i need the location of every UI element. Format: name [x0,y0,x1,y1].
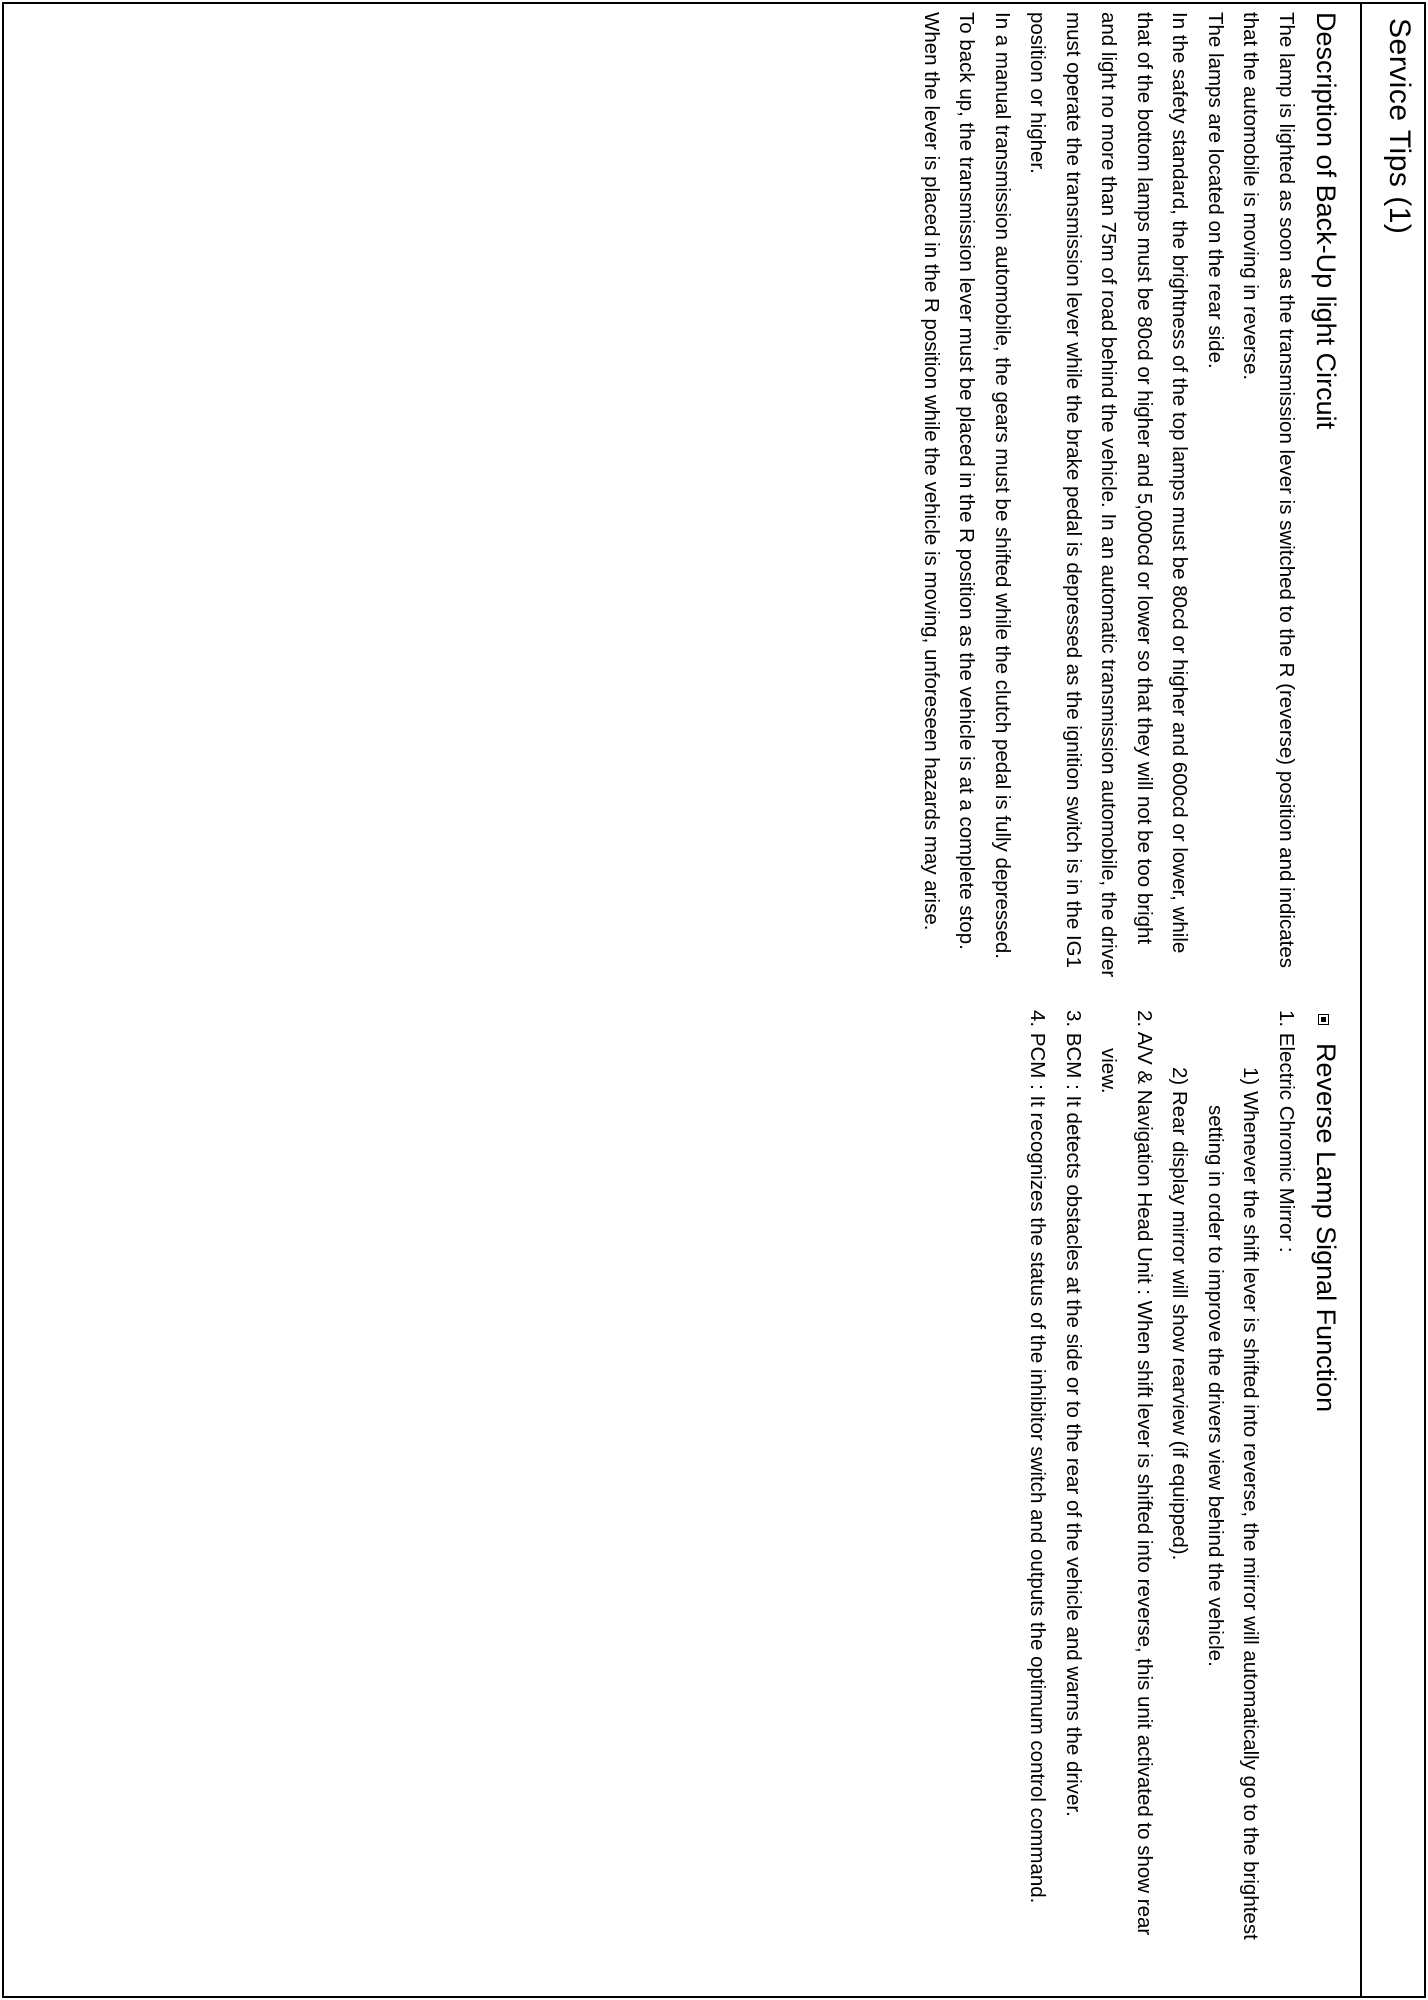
section-heading-row [1304,1010,1344,1985]
item-number: 3. [1062,1010,1085,1028]
item-number: 1. [1275,1010,1298,1028]
list-item [1198,1010,1269,1985]
paragraph: In a manual transmission automobile, the gears must be shifted while the clutch pedal is fully depressed. [991,12,1014,959]
paragraph: To back up, the transmission lever must be placed in the R position as the vehicle is at a complete stop. When the lever is placed in the R position while the vehicle is moving, unforeseen hazards may arise. [920,12,979,950]
item-number: 2) [1168,1067,1192,1086]
reverse-lamp-function-section [1020,1010,1344,1985]
item-text: A/V & Navigation Head Unit : When shift lever is shifted into reverse, this unit activated to show rear view. [1097,1031,1156,1936]
list-item [1020,1010,1056,1985]
backup-light-description-section [914,12,1345,982]
square-bullet-icon [1319,1014,1330,1025]
section-heading: Description of Back-Up light Circuit [1311,12,1341,430]
item-text: BCM : It detects obstacles at the side or to the rear of the vehicle and warns the driver. [1062,1032,1085,1817]
list-item [1269,1010,1305,1985]
paragraph: The lamp is lighted as soon as the transmission lever is switched to the R (reverse) position and indicates that the automobile is moving in reverse. [1239,12,1298,968]
item-number: 4. [1026,1010,1050,1028]
paragraph: The lamps are located on the rear side. [1204,12,1227,369]
list-item [1056,1010,1092,1985]
page-title: Service Tips (1) [1383,18,1416,235]
item-text: PCM : It recognizes the status of the inhibitor switch and outputs the optimum control command. [1026,1032,1050,1904]
header-divider [1360,2,1362,1998]
paragraph: In the safety standard, the brightness of the top lamps must be 80cd or higher and 600cd or lower, while that of the bottom lamps must be 80cd or higher and 5,000cd or lower so that they will not be too bright and light no more than 75m of road behind the vehicle. In an automatic transmission automobile, the driver must operate the transmission lever while the brake pedal is depressed as the ignition switch is in the IG1 position or higher. [1026,12,1192,978]
section-heading: Reverse Lamp Signal Function [1311,1043,1341,1413]
item-text: Rear display mirror will show rearview (if equipped). [1168,1090,1192,1561]
item-number: 2. [1133,1010,1156,1028]
item-text: Electric Chromic Mirror : [1275,1032,1298,1253]
item-text: Whenever the shift lever is shifted into reverse, the mirror will automatically go to the brightest setting in order to improve the drivers view behind the vehicle. [1204,1090,1263,1940]
list-item [1162,1010,1198,1985]
item-number: 1) [1239,1067,1263,1086]
list-item [1091,1010,1162,1985]
